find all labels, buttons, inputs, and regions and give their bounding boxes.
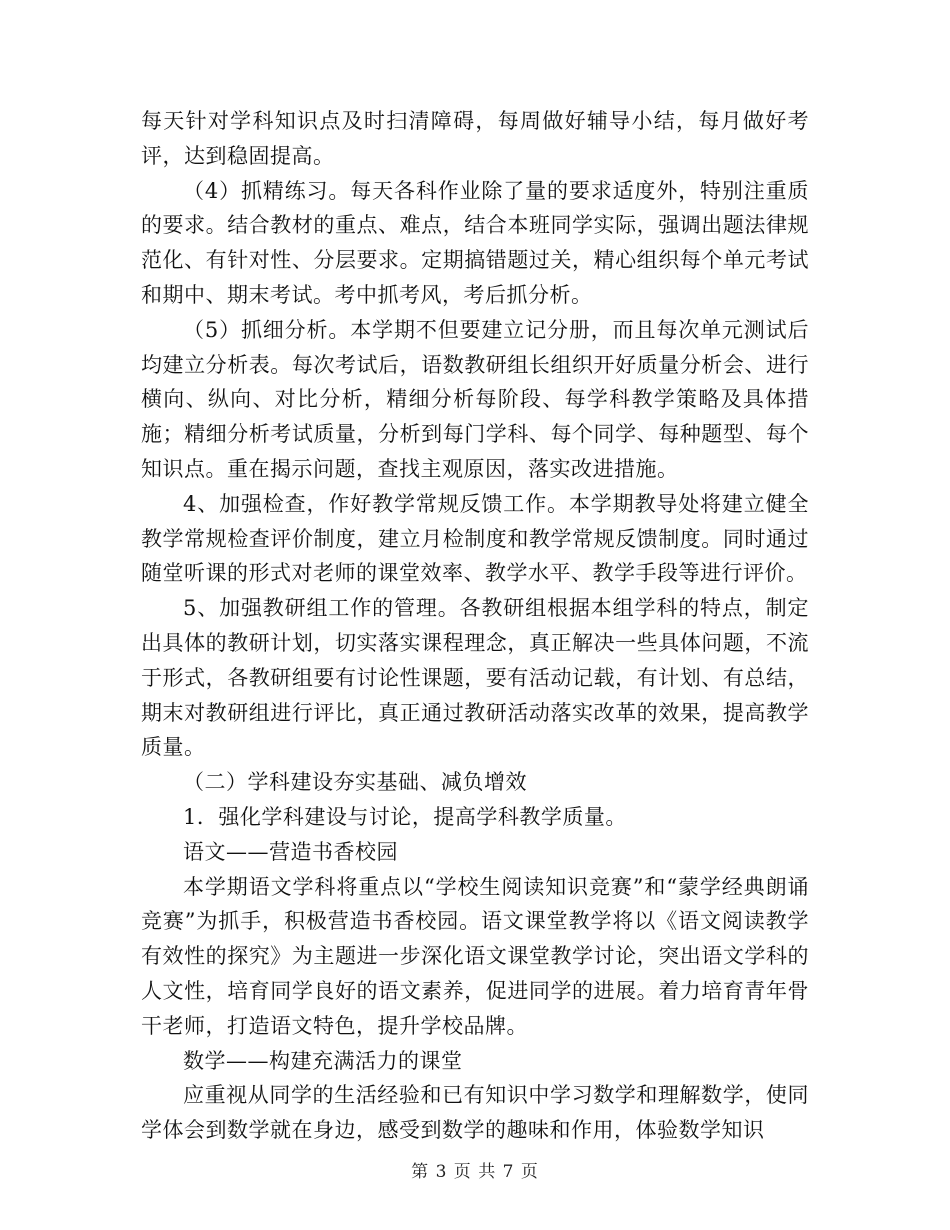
paragraph-math: 应重视从同学的生活经验和已有知识中学习数学和理解数学，使同学体会到数学就在身边，感受到数学的趣味和作用，体验数学知识 (141, 1083, 809, 1143)
paragraph-chinese: 本学期语文学科将重点以“学校生阅读知识竞赛”和“蒙学经典朗诵竞赛”为抓手，积极营造书香校园。语文课堂教学将以《语文阅读教学有效性的探究》为主题进一步深化语文课堂教学讨论，突出语文学科的人文性，培育同学良好的语文素养，促进同学的进展。着力培育青年骨干老师，打造语文特色，提升学校品牌。 (141, 874, 809, 1038)
section-heading-subject-building: （二）学科建设夯实基础、减负增效 (183, 770, 527, 795)
paragraph-research-group: 5、加强教研组工作的管理。各教研组根据本组学科的特点，制定出具体的教研计划，切实落实课程理念，真正解决一些具体问题，不流于形式，各教研组要有讨论性课题，要有活动记载，有计划、有总结，期末对教研组进行评比，真正通过教研活动落实改革的效果，提高教学质量。 (141, 596, 809, 760)
paragraph-analysis: （5）抓细分析。本学期不但要建立记分册，而且每次单元测试后均建立分析表。每次考试后，语数教研组长组织开好质量分析会、进行横向、纵向、对比分析，精细分析每阶段、每学科教学策略及具体措施；精细分析考试质量，分析到每门学科、每个同学、每种题型、每个知识点。重在揭示问题，查找主观原因，落实改进措施。 (141, 317, 809, 481)
document-body (141, 104, 809, 1148)
paragraph-continuation: 每天针对学科知识点及时扫清障碍，每周做好辅导小结，每月做好考评，达到稳固提高。 (141, 109, 809, 168)
subject-heading-chinese: 语文——营造书香校园 (183, 839, 398, 864)
paragraph-inspection: 4、加强检查，作好教学常规反馈工作。本学期教导处将建立健全教学常规检查评价制度，建立月检制度和教学常规反馈制度。同时通过随堂听课的形式对老师的课堂效率、教学水平、教学手段等进行评价。 (141, 491, 809, 586)
page-number-footer: 第 3 页 共 7 页 (411, 1162, 539, 1182)
subsection-heading-strengthen: 1．强化学科建设与讨论，提高学科教学质量。 (183, 804, 627, 829)
subject-heading-math: 数学——构建充满活力的课堂 (183, 1048, 463, 1073)
paragraph-practice: （4）抓精练习。每天各科作业除了量的要求适度外，特别注重质的要求。结合教材的重点、难点，结合本班同学实际，强调出题法律规范化、有针对性、分层要求。定期搞错题过关，精心组织每个单元考试和期中、期末考试。考中抓考风，考后抓分析。 (141, 178, 809, 307)
